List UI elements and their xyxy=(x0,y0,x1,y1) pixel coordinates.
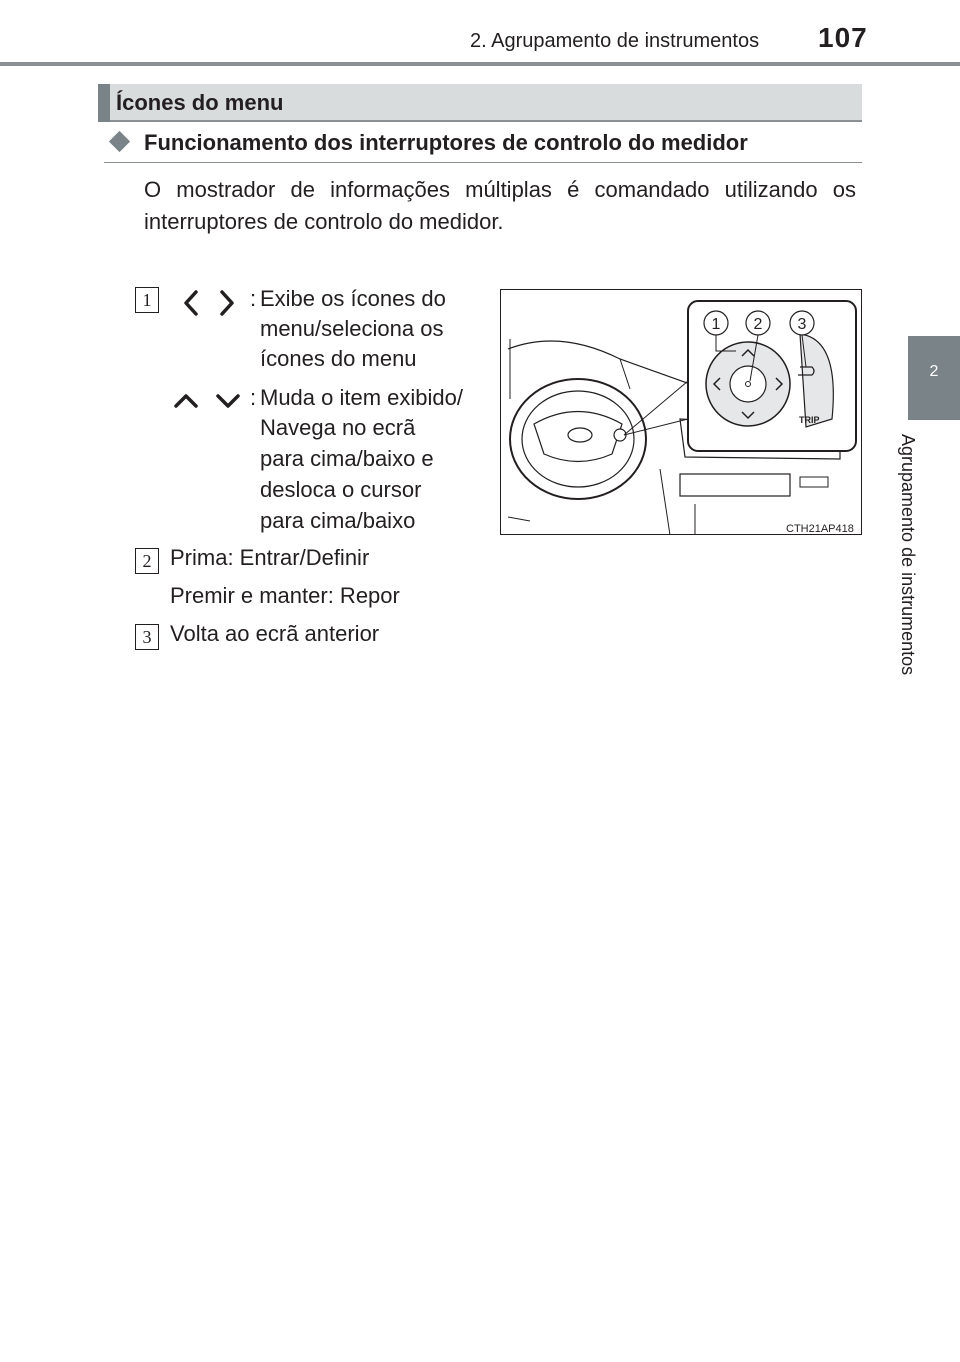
item-1-colon-b: : xyxy=(250,385,257,410)
trip-label: TRIP xyxy=(799,415,820,425)
item-1-ud-line-3: para cima/baixo e xyxy=(260,446,434,471)
page-number: 107 xyxy=(818,22,868,53)
item-3-text: Volta ao ecrã anterior xyxy=(170,621,380,646)
left-right-arrows xyxy=(176,288,240,318)
up-down-arrows xyxy=(172,388,244,412)
item-2-hold: Premir e manter: Repor xyxy=(170,583,400,608)
chapter-title: 2. Agrupamento de instrumentos xyxy=(470,30,760,52)
section-title: Ícones do menu xyxy=(116,90,284,115)
header-rule xyxy=(0,62,960,66)
item-1-ud-line-4: desloca o cursor xyxy=(260,477,422,502)
item-1-ud-line-5: para cima/baixo xyxy=(260,508,416,533)
up-arrow-icon xyxy=(176,396,196,406)
chapter-tab-label xyxy=(898,430,942,710)
item-1-ud-line-1: Muda o item exibido/ xyxy=(260,385,463,410)
item-1-colon-a: : xyxy=(250,286,257,311)
right-arrow-icon xyxy=(222,292,232,314)
svg-text:2: 2 xyxy=(753,316,763,333)
down-arrow-icon xyxy=(218,396,238,406)
intro-paragraph: O mostrador de informações múltiplas é comandado utilizando os interruptores de controlo do medidor. xyxy=(144,177,856,234)
diamond-bullet-icon xyxy=(109,131,130,152)
item-2-badge: 2 xyxy=(135,548,159,574)
steering-wheel-illustration xyxy=(500,289,862,535)
item-1-lr-line-1: Exibe os ícones do xyxy=(260,286,446,311)
subsection-rule xyxy=(104,162,862,163)
left-arrow-icon xyxy=(186,292,196,314)
chapter-tab-label-text: Agrupamento de instrumentos xyxy=(898,434,918,676)
subsection-title: Funcionamento dos interruptores de controlo do medidor xyxy=(144,130,748,155)
svg-text:1: 1 xyxy=(711,316,721,333)
control-switch-pad xyxy=(706,334,833,427)
item-1-badge: 1 xyxy=(135,287,159,313)
item-1-ud-line-2: Navega no ecrã xyxy=(260,415,416,440)
steering-wheel-figure xyxy=(500,289,862,535)
item-3-badge: 3 xyxy=(135,624,159,650)
item-1-lr-line-3: ícones do menu xyxy=(260,346,417,371)
item-2-press: Prima: Entrar/Definir xyxy=(170,545,370,570)
section-bar-accent xyxy=(98,84,110,122)
svg-text:3: 3 xyxy=(797,316,807,333)
chapter-tab xyxy=(908,336,960,420)
chapter-tab-number: 2 xyxy=(929,363,939,380)
item-1-lr-line-2: menu/seleciona os xyxy=(260,316,444,341)
figure-code: CTH21AP418 xyxy=(786,523,854,535)
